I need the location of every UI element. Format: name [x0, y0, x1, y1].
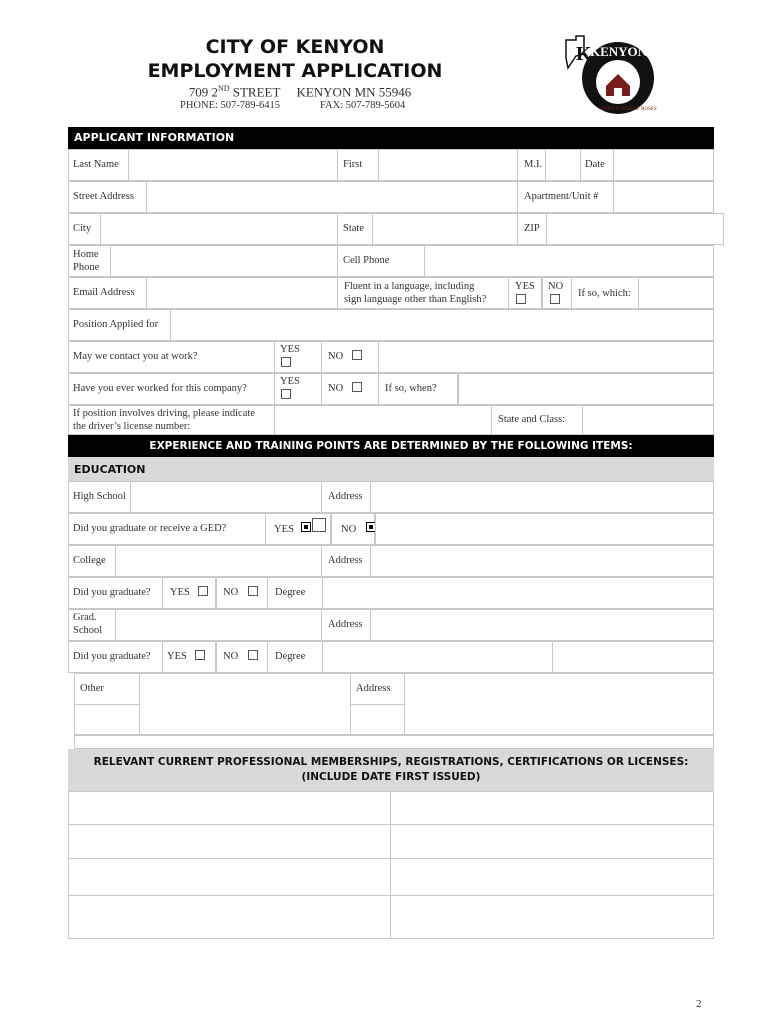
drivers-license-label-line1: If position involves driving, please indicate: [73, 408, 255, 419]
college-yes-checkbox[interactable]: [198, 586, 208, 596]
address-street: STREET: [229, 84, 281, 100]
address-number: 709 2: [188, 84, 218, 100]
ged-yes-label: YES: [274, 524, 294, 535]
city-field[interactable]: [100, 213, 338, 245]
ged-no-label: NO: [341, 524, 357, 535]
ged-yes-checkbox[interactable]: [301, 522, 311, 532]
street-address-label: Street Address: [73, 191, 134, 202]
college-label: College: [73, 555, 106, 566]
page-title-line2: EMPLOYMENT APPLICATION: [147, 60, 443, 82]
cell-phone-label: Cell Phone: [343, 255, 390, 266]
worked-no-label: NO: [328, 383, 344, 394]
grad-no-checkbox[interactable]: [248, 650, 258, 660]
college-address-label: Address: [328, 555, 363, 566]
fax-number: FAX: 507-789-5604: [320, 100, 406, 111]
grad-no-label: NO: [223, 651, 239, 662]
position-label: Position Applied for: [73, 319, 159, 330]
college-no-label: NO: [223, 587, 239, 598]
middle-initial-label: M.I.: [524, 159, 543, 170]
high-school-address-field[interactable]: [370, 481, 714, 513]
college-field[interactable]: [115, 545, 322, 577]
worked-yes-label: YES: [280, 376, 300, 387]
grad-school-label-line1: Grad.: [73, 612, 97, 623]
contact-spacer: [378, 341, 714, 373]
applicant-section-header: [68, 127, 714, 149]
ged-yes-checkbox-outline[interactable]: [312, 518, 326, 532]
ged-spacer: [375, 513, 714, 545]
other-label: Other: [80, 683, 104, 694]
zip-label: ZIP: [524, 223, 540, 234]
fluent-language-label: [344, 280, 486, 306]
phone-number: PHONE: 507-789-6415: [180, 100, 281, 111]
page-title-line1: CITY OF KENYON: [205, 36, 385, 58]
email-label: Email Address: [73, 287, 135, 298]
memberships-title-line2: (INCLUDE DATE FIRST ISSUED): [301, 771, 481, 783]
drivers-license-label-line2: the driver’s license number:: [73, 421, 191, 432]
education-section-title: EDUCATION: [74, 463, 146, 476]
other-field[interactable]: [139, 673, 351, 735]
date-label: Date: [585, 159, 605, 170]
first-name-label: First: [343, 159, 363, 170]
applicant-section-title: APPLICANT INFORMATION: [74, 131, 235, 144]
worked-when-field[interactable]: [458, 373, 714, 405]
drivers-license-label: [73, 407, 255, 433]
memberships-right-fields[interactable]: [391, 791, 714, 939]
last-name-label: Last Name: [73, 159, 119, 170]
education-section-header: [68, 457, 714, 481]
grad-yes-label: YES: [167, 651, 187, 662]
experience-banner: [68, 435, 714, 457]
grad-yes-checkbox[interactable]: [195, 650, 205, 660]
grad-degree-field[interactable]: [322, 641, 554, 673]
high-school-field[interactable]: [130, 481, 322, 513]
address-suffix: ND: [217, 84, 230, 93]
last-name-field[interactable]: [128, 149, 338, 181]
grad-school-address-field[interactable]: [370, 609, 714, 641]
street-address-line: [150, 84, 450, 100]
contact-no-label: NO: [328, 351, 344, 362]
high-school-address-label: Address: [328, 491, 363, 502]
fluent-yes-label: YES: [515, 281, 535, 292]
fluent-no-label: NO: [548, 281, 564, 292]
experience-banner-text: EXPERIENCE AND TRAINING POINTS ARE DETERMINED BY THE FOLLOWING ITEMS:: [149, 440, 633, 452]
page-number: 2: [696, 998, 702, 1010]
city-logo: [562, 34, 660, 116]
svg-text:K: K: [576, 43, 592, 65]
home-phone-field[interactable]: [110, 245, 338, 277]
grad-school-field[interactable]: [115, 609, 322, 641]
cell-phone-field[interactable]: [424, 245, 714, 277]
college-degree-label: Degree: [275, 587, 306, 598]
city-label: City: [73, 223, 92, 234]
college-yes-label: YES: [170, 587, 190, 598]
other-address-field[interactable]: [404, 673, 714, 735]
fluent-yes-checkbox[interactable]: [516, 294, 526, 304]
apartment-label: Apartment/Unit #: [524, 191, 599, 202]
home-phone-label-line2: Phone: [73, 262, 100, 273]
grad-school-graduate-label: Did you graduate?: [73, 651, 151, 662]
grad-school-label: [73, 611, 102, 637]
home-phone-label: [73, 248, 99, 274]
language-which-field[interactable]: [638, 277, 714, 309]
contact-yes-checkbox[interactable]: [281, 357, 291, 367]
logo-text: KENYON: [590, 44, 648, 59]
fluent-language-label-line2: sign language other than English?: [344, 294, 487, 305]
other-address-label: Address: [356, 683, 391, 694]
college-degree-field[interactable]: [322, 577, 714, 609]
worked-no-checkbox[interactable]: [352, 382, 362, 392]
address-city: KENYON MN 55946: [296, 84, 412, 100]
college-address-field[interactable]: [370, 545, 714, 577]
contact-yes-label: YES: [280, 344, 300, 355]
kenyon-seal-icon: [562, 34, 660, 116]
other-spacer-row: [74, 735, 714, 749]
memberships-section-header: [68, 749, 714, 791]
ged-question-label: Did you graduate or receive a GED?: [73, 523, 227, 534]
logo-ring-text: BOULEVARD OF ROSES: [602, 107, 657, 112]
fluent-language-label-line1: Fluent in a language, including: [344, 281, 475, 292]
worked-before-label: Have you ever worked for this company?: [73, 383, 247, 394]
memberships-title-line1: RELEVANT CURRENT PROFESSIONAL MEMBERSHIPS, REGISTRATIONS, CERTIFICATIONS OR LICENSES:: [93, 756, 689, 768]
worked-yes-checkbox[interactable]: [281, 389, 291, 399]
state-class-label: State and Class:: [498, 414, 566, 425]
college-graduate-label: Did you graduate?: [73, 587, 151, 598]
college-no-checkbox[interactable]: [248, 586, 258, 596]
high-school-label: High School: [73, 491, 126, 502]
fluent-no-checkbox[interactable]: [550, 294, 560, 304]
drivers-license-field[interactable]: [274, 405, 492, 435]
state-label: State: [343, 223, 364, 234]
contact-at-work-label: May we contact you at work?: [73, 351, 198, 362]
state-class-field[interactable]: [582, 405, 714, 435]
grad-degree-extra-field[interactable]: [552, 641, 714, 673]
zip-field[interactable]: [546, 213, 724, 245]
if-so-which-label: If so, which:: [578, 288, 631, 299]
first-name-field[interactable]: [378, 149, 518, 181]
email-field[interactable]: [146, 277, 338, 309]
home-phone-label-line1: Home: [73, 249, 99, 260]
grad-school-label-line2: School: [73, 625, 103, 636]
position-field[interactable]: [170, 309, 714, 341]
grad-degree-label: Degree: [275, 651, 306, 662]
grad-school-address-label: Address: [328, 619, 363, 630]
middle-initial-field[interactable]: [545, 149, 581, 181]
street-address-field[interactable]: [146, 181, 518, 213]
date-field[interactable]: [613, 149, 714, 181]
apartment-field[interactable]: [613, 181, 714, 213]
contact-no-checkbox[interactable]: [352, 350, 362, 360]
if-so-when-label: If so, when?: [385, 383, 437, 394]
state-field[interactable]: [372, 213, 518, 245]
memberships-left-fields[interactable]: [68, 791, 390, 939]
